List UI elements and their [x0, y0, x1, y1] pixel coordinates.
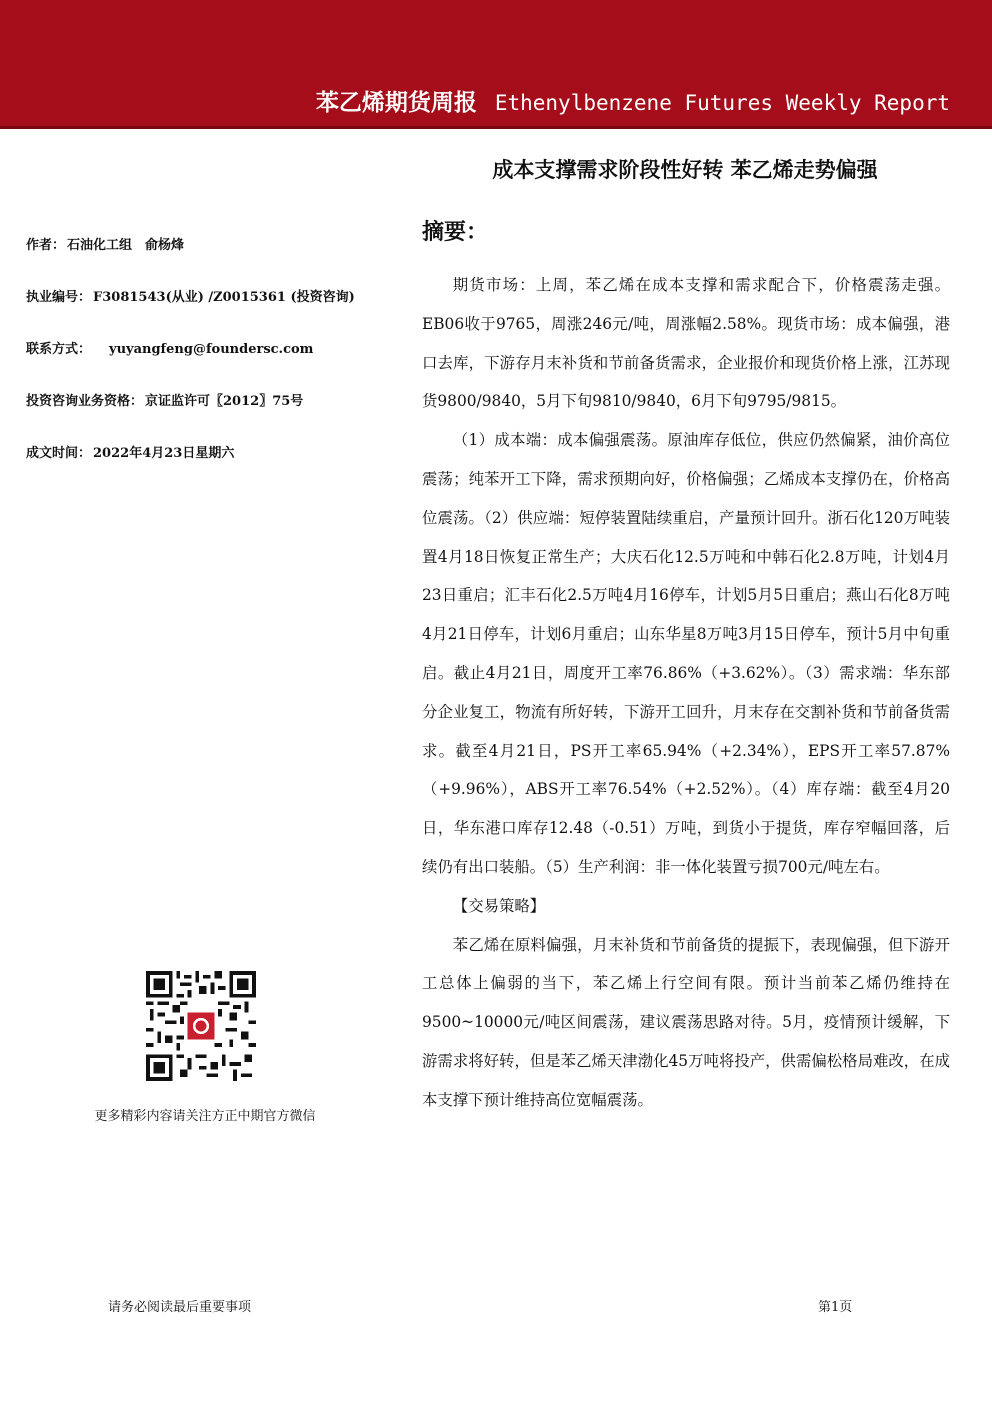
meta-qualification-label: 投资咨询业务资格：: [26, 394, 144, 409]
abstract-body: [422, 266, 950, 1120]
header-title-en: Ethenylbenzene Futures Weekly Report: [494, 91, 950, 115]
strategy-heading: 【交易策略】: [452, 896, 546, 915]
meta-license-value: F3081543(从业) /Z0015361 (投资咨询): [93, 290, 355, 305]
meta-contact-label: 联系方式：: [26, 342, 92, 357]
qr-caption: 更多精彩内容请关注方正中期官方微信: [94, 1109, 316, 1124]
meta-license-label: 执业编号：: [26, 290, 92, 305]
meta-author-label: 作者：: [26, 238, 66, 253]
meta-contact-value[interactable]: yuyangfeng@foundersc.com: [109, 342, 314, 357]
qr-code-icon: [146, 971, 256, 1081]
meta-date: [26, 442, 396, 461]
meta-license: [26, 286, 396, 305]
meta-contact: [26, 338, 396, 357]
footer-page-number: 第1页: [818, 1300, 853, 1315]
footer-notice: 请务必阅读最后重要事项: [108, 1300, 252, 1315]
meta-date-value: 2022年4月23日星期六: [93, 446, 235, 461]
meta-date-label: 成文时间：: [26, 446, 92, 461]
abstract-paragraph-market: 期货市场：上周，苯乙烯在成本支撑和需求配合下，价格震荡走强。EB06收于9765，周涨246元/吨，周涨幅2.58%。现货市场：成本偏强，港口去库，下游存月末补货和节前备货需求，企业报价和现货价格上涨，江苏现货9800/9840，5月下旬9810/9840，6月下旬9795/9815。: [422, 276, 950, 411]
header-title: [316, 84, 950, 117]
abstract-paragraph-strategy: 苯乙烯在原料偏强，月末补货和节前备货的提振下，表现偏强，但下游开工总体上偏弱的当下，苯乙烯上行空间有限。预计当前苯乙烯仍维持在9500~10000元/吨区间震荡，建议震荡思路对待。5月，疫情预计缓解，下游需求将好转，但是苯乙烯天津渤化45万吨将投产，供需偏松格局难改，在成本支撑下预计维持高位宽幅震荡。: [422, 935, 950, 1109]
meta-qualification-value: 京证监许可〖2012〗75号: [145, 394, 304, 409]
header-title-cn: 苯乙烯期货周报: [315, 90, 477, 116]
abstract-heading: 摘要：: [422, 220, 489, 245]
report-title: 成本支撑需求阶段性好转 苯乙烯走势偏强: [492, 158, 878, 182]
meta-qualification: [26, 390, 396, 409]
header-divider: [0, 126, 992, 129]
meta-author: [26, 234, 396, 253]
meta-author-value: 石油化工组 俞杨烽: [67, 238, 185, 253]
abstract-paragraph-fundamentals: （1）成本端：成本偏强震荡。原油库存低位，供应仍然偏紧，油价高位震荡；纯苯开工下降，需求预期向好，价格偏强；乙烯成本支撑仍在，价格高位震荡。（2）供应端：短停装置陆续重启，产量预计回升。浙石化120万吨装置4月18日恢复正常生产；大庆石化12.5万吨和中韩石化2.8万吨，计划4月23日重启；汇丰石化2.5万吨4月16停车，计划5月5日重启；燕山石化8万吨4月21日停车，计划6月重启；山东华星8万吨3月15日停车，预计5月中旬重启。截止4月21日，周度开工率76.86%（+3.62%）。（3）需求端：华东部分企业复工，物流有所好转，下游开工回升，月末存在交割补货和节前备货需求。截至4月21日，PS开工率65.94%（+2.34%），EPS开工率57.87%（+9.96%），ABS开工率76.54%（+2.52%）。（4）库存端：截至4月20日，华东港口库存12.48（-0.51）万吨，到货小于提货，库存窄幅回落，后续仍有出口装船。（5）生产利润：非一体化装置亏损700元/吨左右。: [422, 431, 950, 876]
